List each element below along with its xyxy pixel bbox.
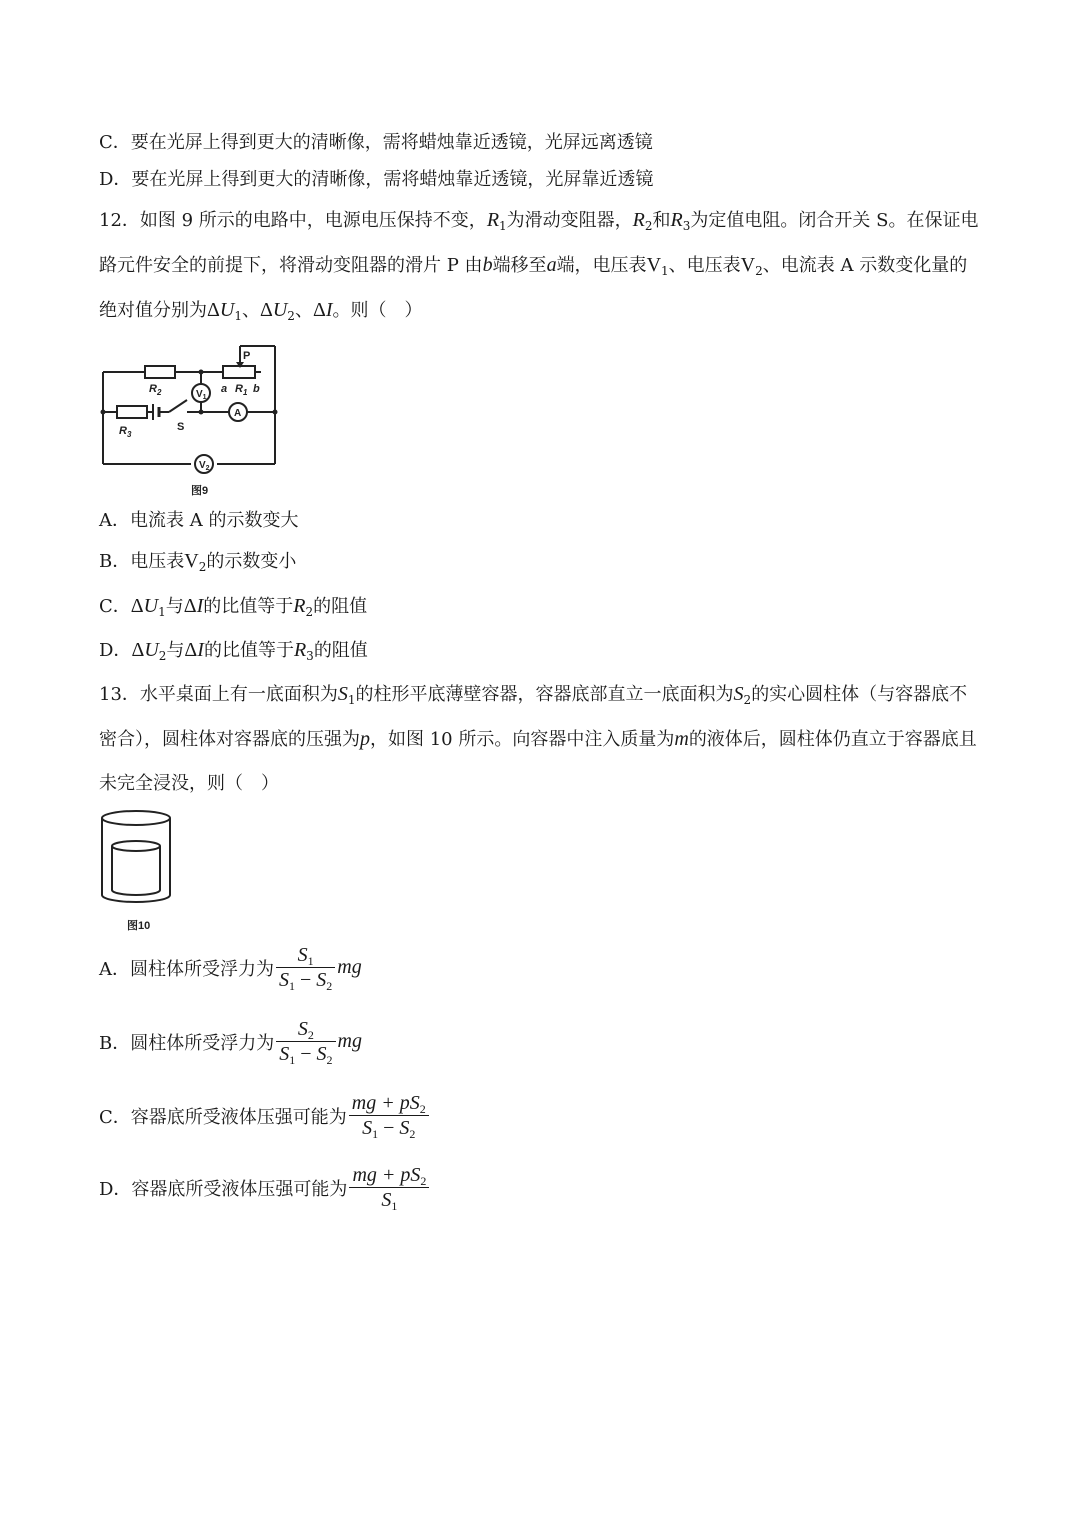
rheostat-r1	[223, 366, 255, 378]
q13-option-b: B．圆柱体所受浮力为 $\frac{S_2}{S_1 - S_2}$ mg	[99, 1018, 362, 1067]
fraction-b: $\frac{S_2}{S_1 - S_2}$	[276, 1017, 335, 1066]
label-r3: $R_3$	[119, 425, 132, 439]
figure-10-caption: 图10	[127, 920, 151, 932]
container-base	[102, 895, 170, 902]
resistor-r3	[117, 406, 147, 418]
q13-stem: 13．水平桌面上有一底面积为$S_1$的柱形平底薄壁容器，容器底部直立一底面积为$S_2$的实心圆柱体（与容器底不密合），圆柱体对容器底的压强为p，如图 10 所示。向容器中注入质量为m的液体后，圆柱体仍直立于容器底且未完全浸没，则（ ）	[99, 683, 977, 794]
q12-option-a: A．电流表 A 的示数变大	[99, 510, 299, 531]
fraction-c: $\frac{mg + pS_2}{S_1 - S_2}$	[349, 1091, 429, 1140]
label-p: P	[243, 350, 251, 362]
q12-option-c: C．$\Delta U_1$与ΔI的比值等于$R_2$的阻值	[99, 595, 368, 619]
label-v1: $V_1$	[196, 389, 207, 401]
label-a: a	[221, 383, 228, 395]
q11-option-d: D．要在光屏上得到更大的清晰像，需将蜡烛靠近透镜，光屏靠近透镜	[99, 169, 654, 190]
label-s: S	[177, 421, 185, 433]
q13-option-c: C．容器底所受液体压强可能为 $\frac{mg + pS_2}{S_1 - S_2}$	[99, 1091, 431, 1140]
circuit-figure-9	[95, 340, 285, 500]
q13-option-a: A．圆柱体所受浮力为 $\frac{S_1}{S_1 - S_2}$ mg	[99, 944, 362, 993]
container-figure-10	[95, 808, 179, 938]
q12-stem: 12．如图 9 所示的电路中，电源电压保持不变，$R_1$为滑动变阻器，$R_2$和$R_3$为定值电阻。闭合开关 S。在保证电路元件安全的前提下，将滑动变阻器的滑片 P 由b端移至a端，电压表$V_1$、电压表$V_2$、电流表 A 示数变化量的绝对值分别为$\Delta U_1$、$\Delta U_2$、ΔI。则（ ）	[99, 209, 979, 323]
q11-option-c: C．要在光屏上得到更大的清晰像，需将蜡烛靠近透镜，光屏远离透镜	[99, 132, 653, 153]
q12-option-b: B．电压表$V_2$的示数变小	[99, 550, 297, 574]
label-v2: $V_2$	[199, 460, 210, 472]
label-r1: $R_1$	[235, 383, 248, 397]
label-a-meter: A	[234, 408, 242, 419]
cylinder-bottom	[112, 890, 160, 895]
figure-9-caption: 图9	[191, 485, 209, 497]
cylinder-top	[112, 841, 160, 851]
label-b: b	[253, 383, 260, 395]
fraction-a: $\frac{S_1}{S_1 - S_2}$	[276, 943, 335, 992]
switch-s	[169, 400, 187, 412]
fraction-d: $\frac{mg + pS_2}{S_1}$	[349, 1163, 429, 1212]
container-rim	[102, 811, 170, 825]
resistor-r2	[145, 366, 175, 378]
q13-option-d: D．容器底所受液体压强可能为 $\frac{mg + pS_2}{S_1}$	[99, 1163, 431, 1212]
q12-option-d: D．$\Delta U_2$与ΔI的比值等于$R_3$的阻值	[99, 639, 368, 663]
label-r2: $R_2$	[149, 383, 162, 397]
